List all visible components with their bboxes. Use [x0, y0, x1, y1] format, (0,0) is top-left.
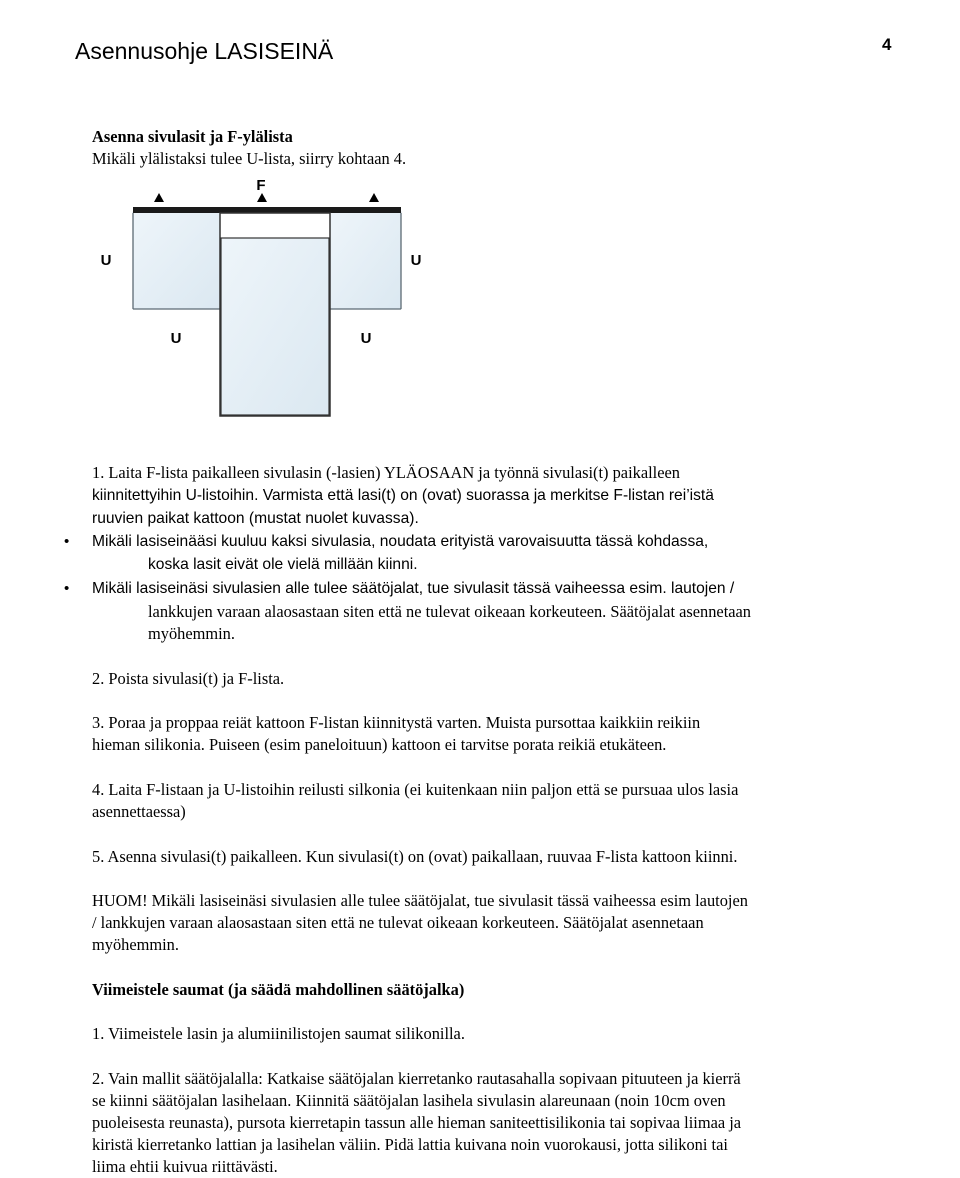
step1-line2: kiinnitettyihin U-listoihin. Varmista että lasi(t) on (ovat) suorassa ja merkitse F-listan rei’istä	[92, 487, 714, 504]
final-step2-line4: kiristä kierretanko lattian ja lasihelan väliin. Pidä lattia kuivana noin vuorokausi, jotta silikoni tai	[92, 1135, 728, 1154]
door-glass	[221, 238, 329, 415]
section-heading-finish: Viimeistele saumat (ja säädä mahdollinen säätöjalka)	[92, 980, 465, 999]
bullet2-line3: myöhemmin.	[148, 624, 235, 643]
step4-line2: asennettaessa)	[92, 802, 186, 821]
left-side-glass	[133, 212, 220, 309]
step4-line1: 4. Laita F-listaan ja U-listoihin reilusti silkonia (ei kuitenkaan niin paljon että se pursuaa ulos lasia	[92, 780, 739, 799]
f-list-bar	[133, 207, 401, 213]
installation-diagram	[0, 0, 960, 440]
label-u-upper-left: U	[100, 252, 112, 269]
final-step2-line1: 2. Vain mallit säätöjalalla: Katkaise säätöjalan kierretanko rautasahalla sopivaan pituuteen ja kierrä	[92, 1069, 741, 1088]
label-u-upper-right: U	[410, 252, 422, 269]
arrow-left	[154, 193, 164, 202]
intro-text: Mikäli ylälistaksi tulee U-lista, siirry kohtaan 4.	[92, 149, 407, 168]
bullet1-line2: koska lasit eivät ole vielä millään kiinni.	[148, 556, 418, 573]
step1-line1: 1. Laita F-lista paikalleen sivulasin (-lasien) YLÄOSAAN ja työnnä sivulasi(t) paikalleen	[92, 463, 680, 482]
label-u-lower-left: U	[170, 330, 182, 347]
right-side-glass	[330, 212, 401, 309]
bullet2-line1: • Mikäli lasiseinäsi sivulasien alle tulee säätöjalat, tue sivulasit tässä vaiheessa esim. lautojen /	[92, 578, 882, 600]
step5: 5. Asenna sivulasi(t) paikalleen. Kun sivulasi(t) on (ovat) paikallaan, ruuvaa F-lista kattoon kiinni.	[92, 847, 738, 866]
huom-line3: myöhemmin.	[92, 935, 179, 954]
step1-line3: ruuvien paikat kattoon (mustat nuolet kuvassa).	[92, 510, 419, 527]
final-step2-line3: puoleisesta reunasta), pursota kierretapin tassun alle hieman saniteettisilikonia tai sopivaa liimaa ja	[92, 1113, 742, 1132]
huom-line1: HUOM! Mikäli lasiseinäsi sivulasien alle tulee säätöjalat, tue sivulasit tässä vaiheessa esim lautojen	[92, 891, 748, 910]
final-step1: 1. Viimeistele lasin ja alumiinilistojen saumat silikonilla.	[92, 1024, 465, 1043]
step2: 2. Poista sivulasi(t) ja F-lista.	[92, 669, 285, 688]
arrow-center	[257, 193, 267, 202]
bullet2-line2: lankkujen varaan alaosastaan siten että ne tulevat oikeaan korkeuteen. Säätöjalat asennetaan	[148, 602, 751, 621]
label-u-lower-right: U	[360, 330, 372, 347]
label-f: F	[256, 177, 266, 194]
section-heading-install: Asenna sivulasit ja F-ylälista	[92, 127, 293, 146]
final-step2-line2: se kiinni säätöjalan lasihelaan. Kiinnitä säätöjalan lasihela sivulasin alareunaan (noin 10cm oven	[92, 1091, 726, 1110]
bullet1-line1: • Mikäli lasiseinääsi kuuluu kaksi sivulasia, noudata erityistä varovaisuutta tässä kohdassa,	[92, 531, 882, 553]
step3-line1: 3. Poraa ja proppaa reiät kattoon F-listan kiinnitystä varten. Muista pursottaa kaikkiin reikiin	[92, 713, 701, 732]
arrow-right	[369, 193, 379, 202]
page-number: 4	[882, 35, 892, 54]
huom-line2: / lankkujen varaan alaosastaan siten että ne tulevat oikeaan korkeuteen. Säätöjalat asennetaan	[92, 913, 704, 932]
step3-line2: hieman silikonia. Puiseen (esim paneloituun) kattoon ei tarvitse porata reikiä etukäteen.	[92, 735, 667, 754]
document-title: Asennusohje LASISEINÄ	[75, 38, 334, 64]
final-step2-line5: liima ehtii kuivua riittävästi.	[92, 1157, 278, 1176]
